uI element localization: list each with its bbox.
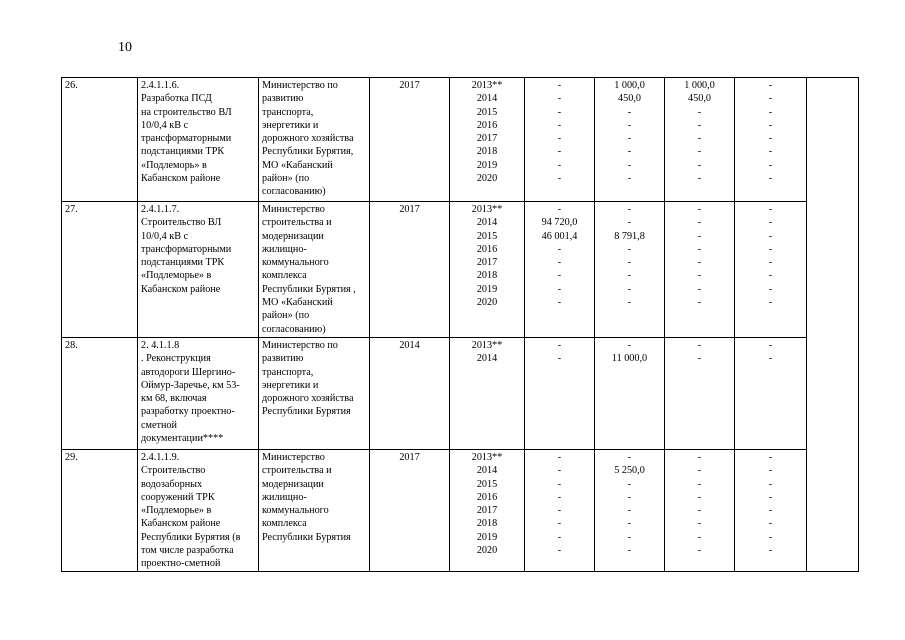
executor-line: дорожного хозяйства: [262, 133, 354, 145]
amount-value: -: [768, 505, 773, 517]
amount-value: -: [557, 270, 562, 282]
row-number-cell: [62, 450, 138, 572]
year-value: 2020: [476, 173, 498, 185]
activity-name-line: Строительство ВЛ: [141, 217, 222, 229]
executor-line: МО «Кабанский: [262, 159, 333, 171]
amount-value: -: [697, 257, 702, 269]
amount-value: -: [557, 545, 562, 557]
amount-col1-cell: [525, 78, 595, 202]
year-value: 2020: [476, 545, 498, 557]
amount-value: -: [768, 93, 773, 105]
amount-value: -: [768, 297, 773, 309]
executor-cell: [259, 202, 370, 338]
table-row: [62, 78, 859, 202]
executor-line: Министерство: [262, 204, 325, 215]
amount-value: 8 791,8: [614, 230, 645, 242]
amount-value: -: [768, 146, 773, 158]
amount-value: -: [627, 106, 632, 118]
executor-line: Республики Бурятия: [262, 531, 351, 543]
amount-value: -: [557, 159, 562, 171]
executor-line: энергетики и: [262, 379, 319, 391]
amount-col4-cell: [735, 202, 807, 338]
amount-value: -: [627, 340, 632, 351]
executor-line: модернизации: [262, 478, 324, 490]
empty-last-column: [807, 78, 859, 572]
amount-value: -: [768, 204, 773, 215]
start-year-cell: [370, 450, 450, 572]
amount-value: -: [557, 119, 562, 131]
amount-value: -: [627, 270, 632, 282]
amount-value: -: [768, 230, 773, 242]
amount-value: -: [557, 204, 562, 215]
activity-name-line: том числе разработка: [141, 545, 234, 557]
start-year-cell: [370, 78, 450, 202]
amount-value: -: [697, 119, 702, 131]
year-value: 2018: [476, 146, 498, 158]
executor-line: район» (по: [262, 173, 310, 185]
year-value: 2019: [476, 283, 498, 295]
amount-value: -: [557, 283, 562, 295]
amount-value: -: [627, 297, 632, 309]
year-value: 2015: [476, 478, 498, 490]
executor-line: коммунального: [262, 505, 329, 517]
year-value: 2019: [476, 159, 498, 171]
amount-value: -: [697, 133, 702, 145]
row-number: 29.: [65, 452, 78, 463]
activity-name-line: Кабанском районе: [141, 173, 221, 185]
amount-value: -: [557, 491, 562, 503]
executor-line: транспорта,: [262, 106, 314, 118]
amount-value: -: [768, 353, 773, 365]
table-row: [62, 450, 859, 572]
table-row: [62, 202, 859, 338]
activity-name-line: документации****: [141, 433, 224, 445]
executor-line: Министерство: [262, 452, 325, 463]
year-value: 2020: [476, 297, 498, 309]
executor-line: согласованию): [262, 186, 326, 198]
activity-name-line: сметной: [141, 419, 177, 431]
amount-value: 5 250,0: [614, 465, 645, 477]
year-value: 2017: [476, 133, 498, 145]
year-value: 2014: [476, 217, 498, 229]
amount-value: -: [627, 243, 632, 255]
executor-line: согласованию): [262, 323, 326, 335]
amount-value: -: [768, 491, 773, 503]
amount-value: -: [697, 465, 702, 477]
executor-line: Республики Бурятия: [262, 406, 351, 418]
year-value: 2018: [476, 270, 498, 282]
years-cell: [450, 450, 525, 572]
start-year: 2017: [399, 452, 420, 463]
amount-value: -: [768, 478, 773, 490]
executor-cell: [259, 78, 370, 202]
amount-value: -: [697, 270, 702, 282]
amount-value: -: [697, 106, 702, 118]
amount-value: -: [768, 531, 773, 543]
amount-col4-cell: [735, 450, 807, 572]
amount-value: -: [768, 465, 773, 477]
amount-value: -: [768, 340, 773, 351]
amount-value: 11 000,0: [611, 353, 648, 365]
executor-line: МО «Кабанский: [262, 297, 333, 309]
amount-value: -: [557, 340, 562, 351]
years-cell: [450, 338, 525, 450]
amount-value: -: [697, 518, 702, 530]
amount-value: -: [627, 159, 632, 171]
activity-name-line: Республики Бурятия (в: [141, 531, 241, 543]
amount-col2-cell: [595, 450, 665, 572]
activity-name-line: Оймур-Заречье, км 53-: [141, 379, 240, 391]
amount-value: -: [768, 133, 773, 145]
amount-value: 1 000,0: [614, 80, 645, 91]
amount-value: -: [627, 204, 632, 215]
activity-name-cell: [138, 450, 259, 572]
row-number: 28.: [65, 340, 78, 351]
activity-name-line: разработку проектно-: [141, 406, 235, 418]
activity-name-line: Кабанском районе: [141, 518, 221, 530]
amount-value: -: [627, 173, 632, 185]
start-year-cell: [370, 202, 450, 338]
executor-line: Республики Бурятия,: [262, 146, 354, 158]
amount-value: -: [697, 204, 702, 215]
activity-name-line: подстанциями ТРК: [141, 146, 225, 158]
amount-value: -: [697, 491, 702, 503]
amount-value: -: [768, 518, 773, 530]
table-row: [62, 338, 859, 450]
activity-name-line: водозаборных: [141, 478, 203, 490]
amount-value: -: [557, 93, 562, 105]
row-number-cell: [62, 338, 138, 450]
activity-name-line: Разработка ПСД: [141, 93, 212, 105]
amount-col3-cell: [665, 202, 735, 338]
start-year-cell: [370, 338, 450, 450]
amount-value: -: [697, 283, 702, 295]
amount-value: -: [697, 531, 702, 543]
year-value: 2017: [476, 505, 498, 517]
amount-value: -: [768, 257, 773, 269]
amount-value: -: [697, 217, 702, 229]
amount-value: -: [697, 505, 702, 517]
years-cell: [450, 78, 525, 202]
executor-line: строительства и: [262, 217, 332, 229]
amount-value: -: [768, 80, 773, 91]
amount-value: -: [557, 465, 562, 477]
activity-name-line: «Подлеморь» в: [141, 159, 207, 171]
activity-name-line: 2.4.1.1.6.: [141, 80, 180, 91]
amount-value: -: [697, 146, 702, 158]
activity-name-line: км 68, включая: [141, 393, 207, 405]
amount-value: -: [697, 452, 702, 463]
amount-value: -: [557, 478, 562, 490]
amount-value: -: [627, 452, 632, 463]
amount-col3-cell: [665, 450, 735, 572]
executor-line: жилищно-: [262, 243, 307, 255]
amount-value: -: [697, 340, 702, 351]
amount-col2-cell: [595, 338, 665, 450]
amount-value: -: [627, 283, 632, 295]
executor-line: строительства и: [262, 465, 332, 477]
amount-col4-cell: [735, 338, 807, 450]
amount-value: -: [697, 478, 702, 490]
amount-col4-cell: [735, 78, 807, 202]
program-table: [61, 77, 859, 572]
activity-name-line: 10/0,4 кВ с: [141, 119, 189, 131]
executor-line: коммунального: [262, 257, 329, 269]
amount-value: -: [627, 119, 632, 131]
year-value: 2017: [476, 257, 498, 269]
executor-line: транспорта,: [262, 366, 314, 378]
amount-value: -: [697, 230, 702, 242]
amount-value: -: [627, 133, 632, 145]
row-number: 27.: [65, 204, 78, 215]
row-number-cell: [62, 202, 138, 338]
years-cell: [450, 202, 525, 338]
amount-value: -: [768, 106, 773, 118]
amount-value: -: [697, 173, 702, 185]
executor-cell: [259, 338, 370, 450]
executor-line: модернизации: [262, 230, 324, 242]
amount-value: 94 720,0: [541, 217, 578, 229]
year-value: 2019: [476, 531, 498, 543]
amount-value: 46 001,4: [541, 230, 578, 242]
amount-value: -: [768, 283, 773, 295]
amount-value: -: [557, 518, 562, 530]
activity-name-cell: [138, 78, 259, 202]
year-value: 2015: [476, 106, 498, 118]
amount-value: -: [768, 270, 773, 282]
year-value: 2014: [476, 353, 498, 365]
start-year: 2017: [399, 204, 420, 215]
amount-value: -: [557, 173, 562, 185]
amount-value: -: [627, 217, 632, 229]
year-value: 2018: [476, 518, 498, 530]
amount-value: -: [627, 505, 632, 517]
amount-value: -: [697, 243, 702, 255]
amount-value: -: [627, 146, 632, 158]
amount-value: -: [557, 353, 562, 365]
executor-line: дорожного хозяйства: [262, 393, 354, 405]
executor-line: комплекса: [262, 270, 307, 282]
amount-value: -: [557, 133, 562, 145]
year-value: 2013**: [471, 340, 503, 351]
amount-value: -: [557, 297, 562, 309]
year-value: 2016: [476, 491, 498, 503]
amount-value: 450,0: [618, 93, 641, 105]
start-year: 2017: [399, 80, 420, 91]
amount-value: -: [557, 146, 562, 158]
amount-value: -: [768, 545, 773, 557]
amount-col2-cell: [595, 78, 665, 202]
amount-value: -: [627, 257, 632, 269]
activity-name-line: 2.4.1.1.9.: [141, 452, 180, 463]
amount-value: -: [557, 531, 562, 543]
executor-line: Министерство по: [262, 340, 338, 351]
activity-name-line: трансформаторными: [141, 133, 232, 145]
activity-name-line: сооружений ТРК: [141, 491, 215, 503]
amount-value: -: [768, 452, 773, 463]
amount-value: -: [768, 217, 773, 229]
year-value: 2016: [476, 119, 498, 131]
amount-value: 450,0: [688, 93, 711, 105]
activity-name-line: 2. 4.1.1.8: [141, 340, 180, 351]
executor-line: комплекса: [262, 518, 307, 530]
amount-value: -: [697, 159, 702, 171]
activity-name-line: автодороги Шергино-: [141, 366, 236, 378]
amount-col3-cell: [665, 78, 735, 202]
amount-value: -: [557, 505, 562, 517]
amount-value: -: [768, 173, 773, 185]
executor-cell: [259, 450, 370, 572]
year-value: 2013**: [471, 80, 503, 91]
activity-name-line: «Подлеморье» в: [141, 270, 212, 282]
executor-line: район» (по: [262, 310, 310, 322]
amount-value: -: [697, 545, 702, 557]
year-value: 2013**: [471, 452, 503, 463]
amount-value: -: [557, 452, 562, 463]
activity-name-cell: [138, 338, 259, 450]
amount-value: 1 000,0: [684, 80, 715, 91]
activity-name-line: на строительство ВЛ: [141, 106, 232, 118]
amount-value: -: [627, 531, 632, 543]
year-value: 2014: [476, 93, 498, 105]
executor-line: жилищно-: [262, 491, 307, 503]
executor-line: энергетики и: [262, 119, 319, 131]
row-number: 26.: [65, 80, 78, 91]
amount-col1-cell: [525, 202, 595, 338]
amount-value: -: [557, 106, 562, 118]
start-year: 2014: [399, 340, 420, 351]
activity-name-line: проектно-сметной: [141, 558, 221, 570]
activity-name-line: трансформаторными: [141, 243, 232, 255]
activity-name-line: Строительство: [141, 465, 206, 477]
activity-name-line: подстанциями ТРК: [141, 257, 225, 269]
activity-name-line: «Подлеморье» в: [141, 505, 212, 517]
amount-value: -: [697, 297, 702, 309]
executor-line: развитию: [262, 353, 304, 365]
amount-value: -: [627, 478, 632, 490]
year-value: 2013**: [471, 204, 503, 215]
activity-name-line: Кабанском районе: [141, 283, 221, 295]
amount-value: -: [557, 243, 562, 255]
amount-value: -: [768, 243, 773, 255]
activity-name-line: . Реконструкция: [141, 353, 211, 365]
year-value: 2015: [476, 230, 498, 242]
executor-line: развитию: [262, 93, 304, 105]
row-number-cell: [62, 78, 138, 202]
amount-value: -: [557, 257, 562, 269]
activity-name-line: 2.4.1.1.7.: [141, 204, 180, 215]
amount-value: -: [557, 80, 562, 91]
amount-value: -: [627, 545, 632, 557]
amount-value: -: [697, 353, 702, 365]
year-value: 2014: [476, 465, 498, 477]
executor-line: Республики Бурятия ,: [262, 283, 356, 295]
amount-value: -: [627, 518, 632, 530]
amount-col1-cell: [525, 450, 595, 572]
amount-value: -: [627, 491, 632, 503]
activity-name-line: 10/0,4 кВ с: [141, 230, 189, 242]
executor-line: Министерство по: [262, 80, 338, 91]
amount-value: -: [768, 159, 773, 171]
year-value: 2016: [476, 243, 498, 255]
page-number: 10: [118, 40, 132, 55]
amount-col1-cell: [525, 338, 595, 450]
amount-value: -: [768, 119, 773, 131]
activity-name-cell: [138, 202, 259, 338]
amount-col3-cell: [665, 338, 735, 450]
amount-col2-cell: [595, 202, 665, 338]
